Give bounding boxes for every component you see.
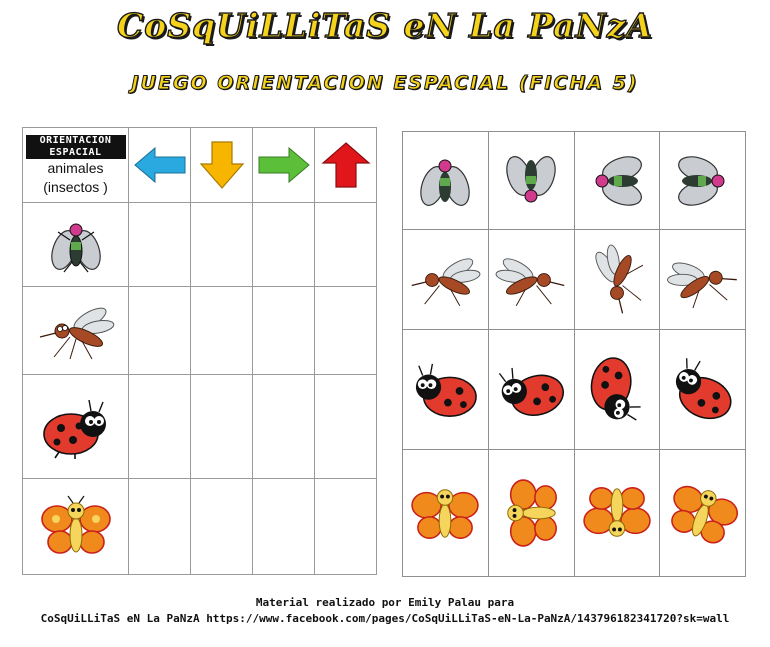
header-arrow-left	[129, 128, 191, 203]
table-row	[403, 230, 746, 330]
header-arrow-down	[191, 128, 253, 203]
butterfly-icon	[410, 482, 480, 544]
butterfly-icon	[660, 472, 746, 554]
header-label-cell	[23, 128, 129, 203]
mosquito-icon	[588, 243, 646, 317]
grid-cell[interactable]	[660, 330, 746, 450]
grid-cell[interactable]	[403, 330, 489, 450]
table-row	[403, 330, 746, 450]
ladybug-icon	[39, 394, 113, 460]
answer-cell[interactable]	[315, 287, 377, 375]
grid-cell[interactable]	[488, 132, 574, 230]
answer-cell[interactable]	[191, 375, 253, 479]
grid-cell[interactable]	[660, 230, 746, 330]
butterfly-icon	[500, 478, 562, 548]
mosquito-icon	[36, 301, 116, 361]
fly-icon	[505, 150, 557, 212]
grid-cell[interactable]	[488, 330, 574, 450]
answer-cell[interactable]	[129, 203, 191, 287]
answer-cell[interactable]	[129, 479, 191, 575]
row-insect-cell	[23, 479, 129, 575]
table-row	[23, 375, 377, 479]
answer-cell[interactable]	[253, 479, 315, 575]
header-label-animals: animales	[47, 160, 104, 176]
page-subtitle: JUEGO ORIENTACION ESPACIAL (FICHA 5)	[131, 72, 639, 94]
header-arrow-up	[315, 128, 377, 203]
table-row	[403, 132, 746, 230]
arrow-right-icon	[257, 145, 311, 185]
fly-icon	[50, 214, 102, 276]
ladybug-icon	[409, 358, 481, 422]
grid-cell[interactable]	[660, 132, 746, 230]
insect-cutout-grid	[402, 131, 746, 577]
butterfly-icon	[582, 482, 652, 544]
grid-cell[interactable]	[660, 450, 746, 577]
fly-icon	[672, 155, 734, 207]
mosquito-icon	[494, 251, 568, 309]
grid-cell[interactable]	[574, 132, 660, 230]
answer-cell[interactable]	[191, 479, 253, 575]
grid-cell[interactable]	[488, 230, 574, 330]
answer-cell[interactable]	[253, 287, 315, 375]
row-insect-cell	[23, 375, 129, 479]
footer-credit: Material realizado por Emily Palau para	[255, 596, 515, 609]
row-insect-cell	[23, 287, 129, 375]
header-row	[23, 128, 377, 203]
orientation-badge: ORIENTACION ESPACIAL	[26, 135, 126, 159]
answer-cell[interactable]	[253, 203, 315, 287]
header-label-insects: (insectos )	[43, 179, 108, 195]
page-title: CoSqUiLLiTaS eN La PaNzA	[116, 6, 654, 45]
grid-cell[interactable]	[403, 132, 489, 230]
answer-cell[interactable]	[253, 375, 315, 479]
worksheet-table	[22, 127, 377, 575]
table-row	[23, 479, 377, 575]
answer-cell[interactable]	[315, 203, 377, 287]
ladybug-icon	[488, 349, 574, 429]
answer-cell[interactable]	[129, 375, 191, 479]
table-row	[23, 203, 377, 287]
answer-cell[interactable]	[191, 203, 253, 287]
fly-icon	[586, 155, 648, 207]
ladybug-icon	[579, 348, 655, 430]
grid-cell[interactable]	[403, 450, 489, 577]
table-row	[403, 450, 746, 577]
grid-cell[interactable]	[488, 450, 574, 577]
grid-cell[interactable]	[403, 230, 489, 330]
grid-cell[interactable]	[574, 450, 660, 577]
header-arrow-right	[253, 128, 315, 203]
butterfly-icon	[40, 495, 112, 559]
table-row	[23, 287, 377, 375]
grid-cell[interactable]	[574, 330, 660, 450]
arrow-left-icon	[133, 145, 187, 185]
arrow-down-icon	[199, 140, 245, 190]
footer-link[interactable]: CoSqUiLLiTaS eN La PaNzA https://www.facebook.com/pages/CoSqUiLLiTaS-eN-La-PaNzA/143796182341720?sk=wall	[40, 612, 730, 625]
grid-cell[interactable]	[574, 230, 660, 330]
arrow-up-icon	[321, 141, 371, 189]
answer-cell[interactable]	[315, 375, 377, 479]
fly-icon	[419, 150, 471, 212]
answer-cell[interactable]	[191, 287, 253, 375]
mosquito-icon	[661, 245, 744, 315]
mosquito-icon	[408, 251, 482, 309]
answer-cell[interactable]	[315, 479, 377, 575]
row-insect-cell	[23, 203, 129, 287]
ladybug-icon	[660, 347, 746, 432]
answer-cell[interactable]	[129, 287, 191, 375]
